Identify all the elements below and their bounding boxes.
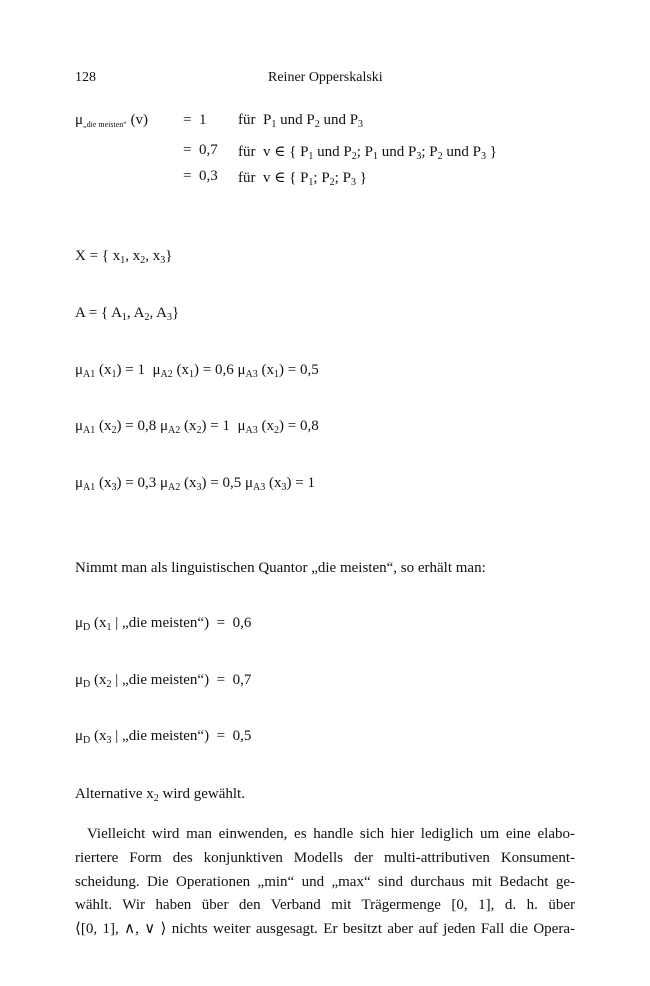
definition-row-3-condition: für v ∈ { $P_1$; $P_2$; $P_3$ } bbox=[238, 170, 367, 188]
paragraph-line: Vielleicht wird man einwenden, es handle sich hier lediglich um eine elabo- bbox=[87, 826, 575, 842]
paragraph-line: wählt. Wir haben über den Verband mit Trägermenge [0, 1], d. h. über bbox=[75, 897, 575, 914]
chosen-alternative: Alternative $x_2$ wird gewählt. bbox=[75, 786, 245, 804]
set-a: A = { $A_1$, $A_2$, $A_3$} bbox=[75, 305, 180, 323]
definition-row-2: = 0,7 bbox=[183, 142, 218, 158]
decision-value-x2: $\mu_D$ ($x_2$ | „die meisten“) = 0,7 bbox=[75, 672, 252, 690]
definition-row-1: = 1 bbox=[183, 112, 207, 128]
membership-function-label: $\mu_{„die meisten“}$ (v) bbox=[75, 112, 149, 129]
membership-values-x2: $\mu_{A1}$ $(x_2) = 0,8$ $\mu_{A2}$ $(x_2) = 1$ $\mu_{A3}$ $(x_2) = 0,8$ bbox=[75, 418, 319, 436]
decision-value-x1: $\mu_D$ ($x_1$ | „die meisten“) = 0,6 bbox=[75, 615, 252, 633]
paragraph-line: scheidung. Die Operationen „min“ und „max“ sind durchaus mit Bedacht ge- bbox=[75, 873, 575, 890]
definition-row-2-condition: für v ∈ { $P_1$ und $P_2$; $P_1$ und $P_3$; $P_2$ und $P_3$ } bbox=[238, 144, 497, 162]
body-paragraph bbox=[75, 823, 575, 942]
decision-value-x3: $\mu_D$ ($x_3$ | „die meisten“) = 0,5 bbox=[75, 728, 252, 746]
membership-values-x3: $\mu_{A1}$ $(x_3) = 0,3$ $\mu_{A2}$ $(x_3) = 0,5$ $\mu_{A3}$ $(x_3) = 1$ bbox=[75, 475, 315, 493]
definition-row-1-condition: für $P_1$ und $P_2$ und $P_3$ bbox=[238, 112, 364, 130]
set-x: X = { $x_1$, $x_2$, $x_3$} bbox=[75, 248, 173, 266]
running-header-author: Reiner Opperskalski bbox=[268, 70, 383, 85]
definition-row-3: = 0,3 bbox=[183, 168, 218, 184]
membership-values-x1: $\mu_{A1}$ $(x_1) = 1$ $\mu_{A2}$ $(x_1) = 0,6$ $\mu_{A3}$ $(x_1) = 0,5$ bbox=[75, 362, 319, 380]
paragraph-line: riertere Form des konjunktiven Modells der multi-attributiven Konsument- bbox=[75, 849, 575, 866]
page-number: 128 bbox=[75, 70, 96, 85]
paragraph-line: ⟨[0, 1], ∧, ∨ ⟩ nichts weiter ausgesagt. Er besitzt aber auf jeden Fall die Opera- bbox=[75, 921, 575, 938]
quantor-intro-sentence: Nimmt man als linguistischen Quantor „die meisten“, so erhält man: bbox=[75, 560, 486, 576]
